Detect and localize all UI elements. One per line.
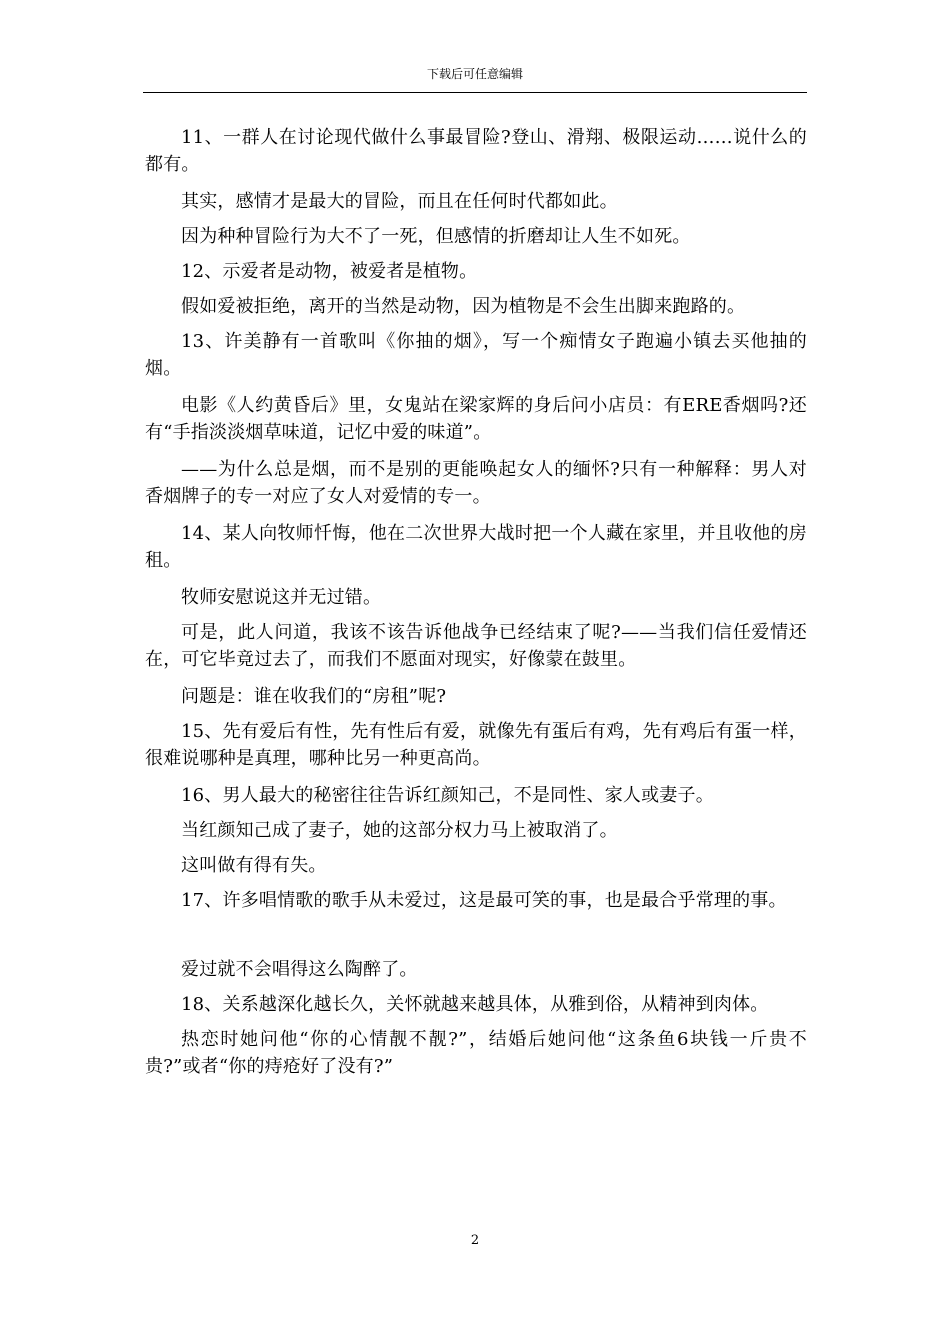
paragraph-13-song: 13、许美静有一首歌叫《你抽的烟》，写一个痴情女子跑遍小镇去买他抽的烟。 xyxy=(145,331,807,379)
paragraph-11-question: 11、一群人在讨论现代做什么事最冒险?登山、滑翔、极限运动……说什么的都有。 xyxy=(145,127,807,175)
paragraph-16-tradeoff: 这叫做有得有失。 xyxy=(181,855,327,876)
header-divider xyxy=(143,92,807,93)
paragraph-16-secret: 16、男人最大的秘密往往告诉红颜知己，不是同性、家人或妻子。 xyxy=(181,785,714,806)
paragraph-18-example: 热恋时她问他“你的心情靓不靓?”，结婚后她问他“这条鱼6块钱一斤贵不贵?”或者“你的痔疮好了没有?” xyxy=(145,1029,807,1077)
paragraph-14-priest: 牧师安慰说这并无过错。 xyxy=(181,587,382,608)
paragraph-17-conclusion: 爱过就不会唱得这么陶醉了。 xyxy=(181,959,418,980)
document-body xyxy=(145,124,807,1090)
paragraph-17-singers: 17、许多唱情歌的歌手从未爱过，这是最可笑的事，也是最合乎常理的事。 xyxy=(181,890,787,911)
paragraph-18-relationship: 18、关系越深化越长久，关怀就越来越具体，从雅到俗，从精神到肉体。 xyxy=(181,994,769,1015)
paragraph-14-confession: 14、某人向牧师忏悔，他在二次世界大战时把一个人藏在家里，并且收他的房租。 xyxy=(145,523,807,571)
page-number: 2 xyxy=(470,1233,480,1248)
paragraph-12-statement: 12、示爱者是动物，被爱者是植物。 xyxy=(181,261,478,282)
paragraph-13-conclusion: ——为什么总是烟，而不是别的更能唤起女人的缅怀?只有一种解释：男人对香烟牌子的专一对应了女人对爱情的专一。 xyxy=(145,459,807,507)
paragraph-14-rent: 问题是：谁在收我们的“房租”呢? xyxy=(181,686,447,707)
paragraph-12-explanation: 假如爱被拒绝，离开的当然是动物，因为植物是不会生出脚来跑路的。 xyxy=(181,296,746,317)
paragraph-16-wife: 当红颜知己成了妻子，她的这部分权力马上被取消了。 xyxy=(181,820,618,841)
paragraph-14-question: 可是，此人问道，我该不该告诉他战争已经结束了呢?——当我们信任爱情还在，可它毕竟过去了，而我们不愿面对现实，好像蒙在鼓里。 xyxy=(145,622,807,670)
paragraph-13-movie: 电影《人约黄昏后》里，女鬼站在梁家辉的身后问小店员：有ERE香烟吗?还有“手指淡淡烟草味道，记忆中爱的味道”。 xyxy=(145,395,807,443)
page-header: 下载后可任意编辑 xyxy=(426,67,523,81)
paragraph-11-reason: 因为种种冒险行为大不了一死，但感情的折磨却让人生不如死。 xyxy=(181,226,691,247)
paragraph-15: 15、先有爱后有性，先有性后有爱，就像先有蛋后有鸡，先有鸡后有蛋一样，很难说哪种是真理，哪种比另一种更高尚。 xyxy=(145,721,807,769)
paragraph-11-answer: 其实，感情才是最大的冒险，而且在任何时代都如此。 xyxy=(181,191,618,212)
